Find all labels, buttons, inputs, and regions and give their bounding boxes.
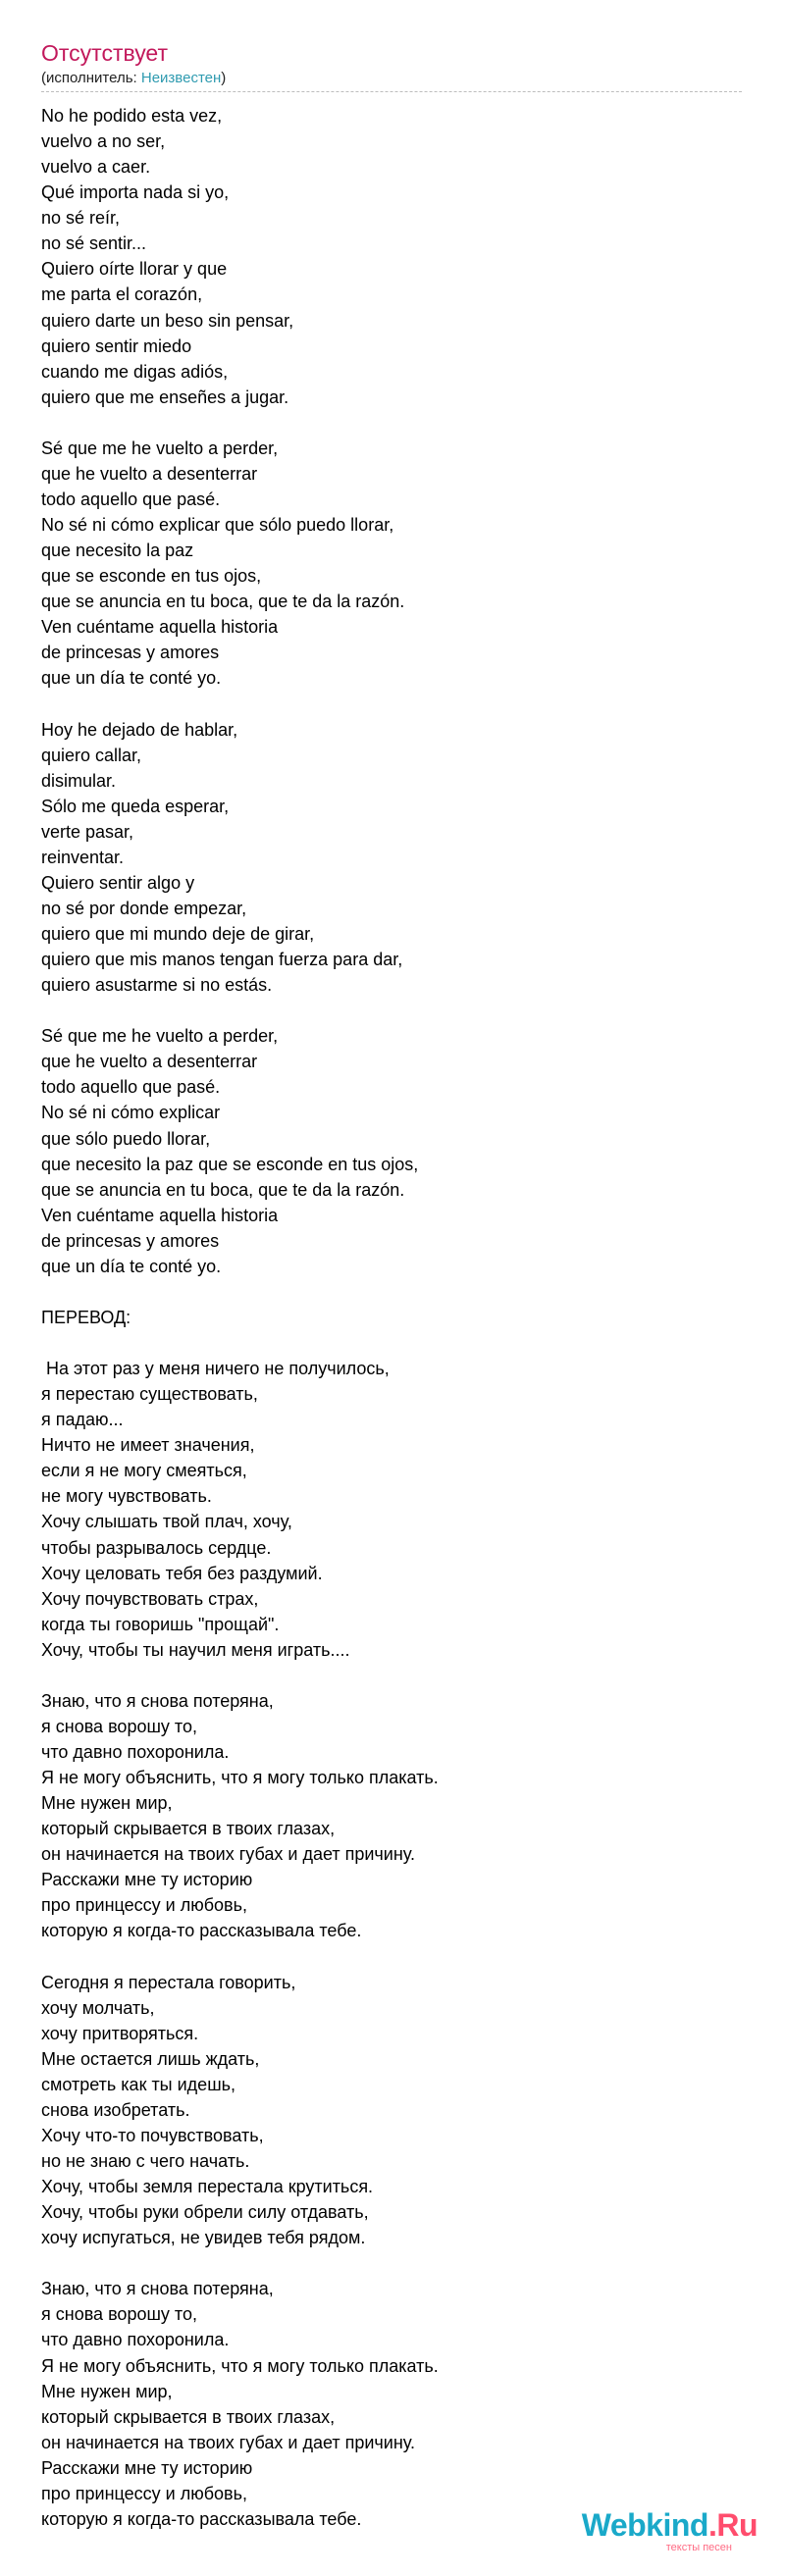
logo-tld: .Ru xyxy=(707,2507,758,2543)
logo-tagline: тексты песен xyxy=(665,2542,732,2553)
artist-line xyxy=(41,69,226,88)
header-divider xyxy=(41,91,742,92)
artist-prefix: (исполнитель: xyxy=(41,70,141,86)
artist-suffix: ) xyxy=(221,70,227,86)
artist-link[interactable]: Неизвестен xyxy=(140,70,222,86)
logo-wordmark xyxy=(582,2507,758,2543)
song-title: Отсутствует xyxy=(41,40,168,66)
logo-word: Webkind xyxy=(581,2507,708,2543)
site-logo[interactable] xyxy=(569,2507,765,2556)
lyrics-text: No he podido esta vez, vuelvo a no ser, vuelvo a caer. Qué importa nada si yo, no sé reír, no sé sentir... Quiero oírte llorar y que me parta el corazón, quiero darte un beso sin pensar, quiero sentir miedo cuando me digas adiós, quiero que me enseñes a jugar. Sé que me he vuelto a perder, que he vuelto a desenterrar todo aquello que pasé. No sé ni cómo explicar que sólo puedo llorar, que necesito la paz que se esconde en tus ojos, que se anuncia en tu boca, que te da la razón. Ven cuéntame aquella historia de princesas y amores que un día te conté yo. Hoy he dejado de hablar, quiero callar, disimular. Sólo me queda esperar, verte pasar, reinventar. Quiero sentir algo y no sé por donde empezar, quiero que mi mundo deje de girar, quiero que mis manos tengan fuerza para dar, quiero asustarme si no estás. Sé que me he vuelto a perder, que he vuelto a desenterrar todo aquello que pasé. No sé ni cómo explicar que sólo puedo llorar, que necesito la paz que se esconde en tus ojos, que se anuncia en tu boca, que te da la razón. Ven cuéntame aquella historia de princesas y amores que un día te conté yo. ПЕРЕВОД: На этот раз у меня ничего не получилось, я перестаю существовать, я падаю... Ничто не имеет значения, если я не могу смеяться, не могу чувствовать. Хочу слышать твой плач, хочу, чтобы разрывалось сердце. Хочу целовать тебя без раздумий. Хочу почувствовать страх, когда ты говоришь "прощай". Хочу, чтобы ты научил меня играть.... Знаю, что я снова потеряна, я снова ворошу то, что давно похоронила. Я не могу объяснить, что я могу только плакать. Мне нужен мир, который скрывается в твоих глазах, он начинается на твоих губах и дает причину. Расскажи мне ту историю про принцессу и любовь, которую я когда-то рассказывала тебе. Сегодня я перестала говорить, хочу молчать, хочу притворяться. Мне остается лишь ждать, смотреть как ты идешь, снова изобретать. Хочу что-то почувствовать, но не знаю с чего начать. Хочу, чтобы земля перестала крутиться. Хочу, чтобы руки обрели силу отдавать, хочу испугаться, не увидев тебя рядом. Знаю, что я снова потеряна, я снова ворошу то, что давно похоронила. Я не могу объяснить, что я могу только плакать. Мне нужен мир, который скрывается в твоих глазах, он начинается на твоих губах и дает причину. Расскажи мне ту историю про принцессу и любовь, которую я когда-то рассказывала тебе. xyxy=(41,106,439,2529)
